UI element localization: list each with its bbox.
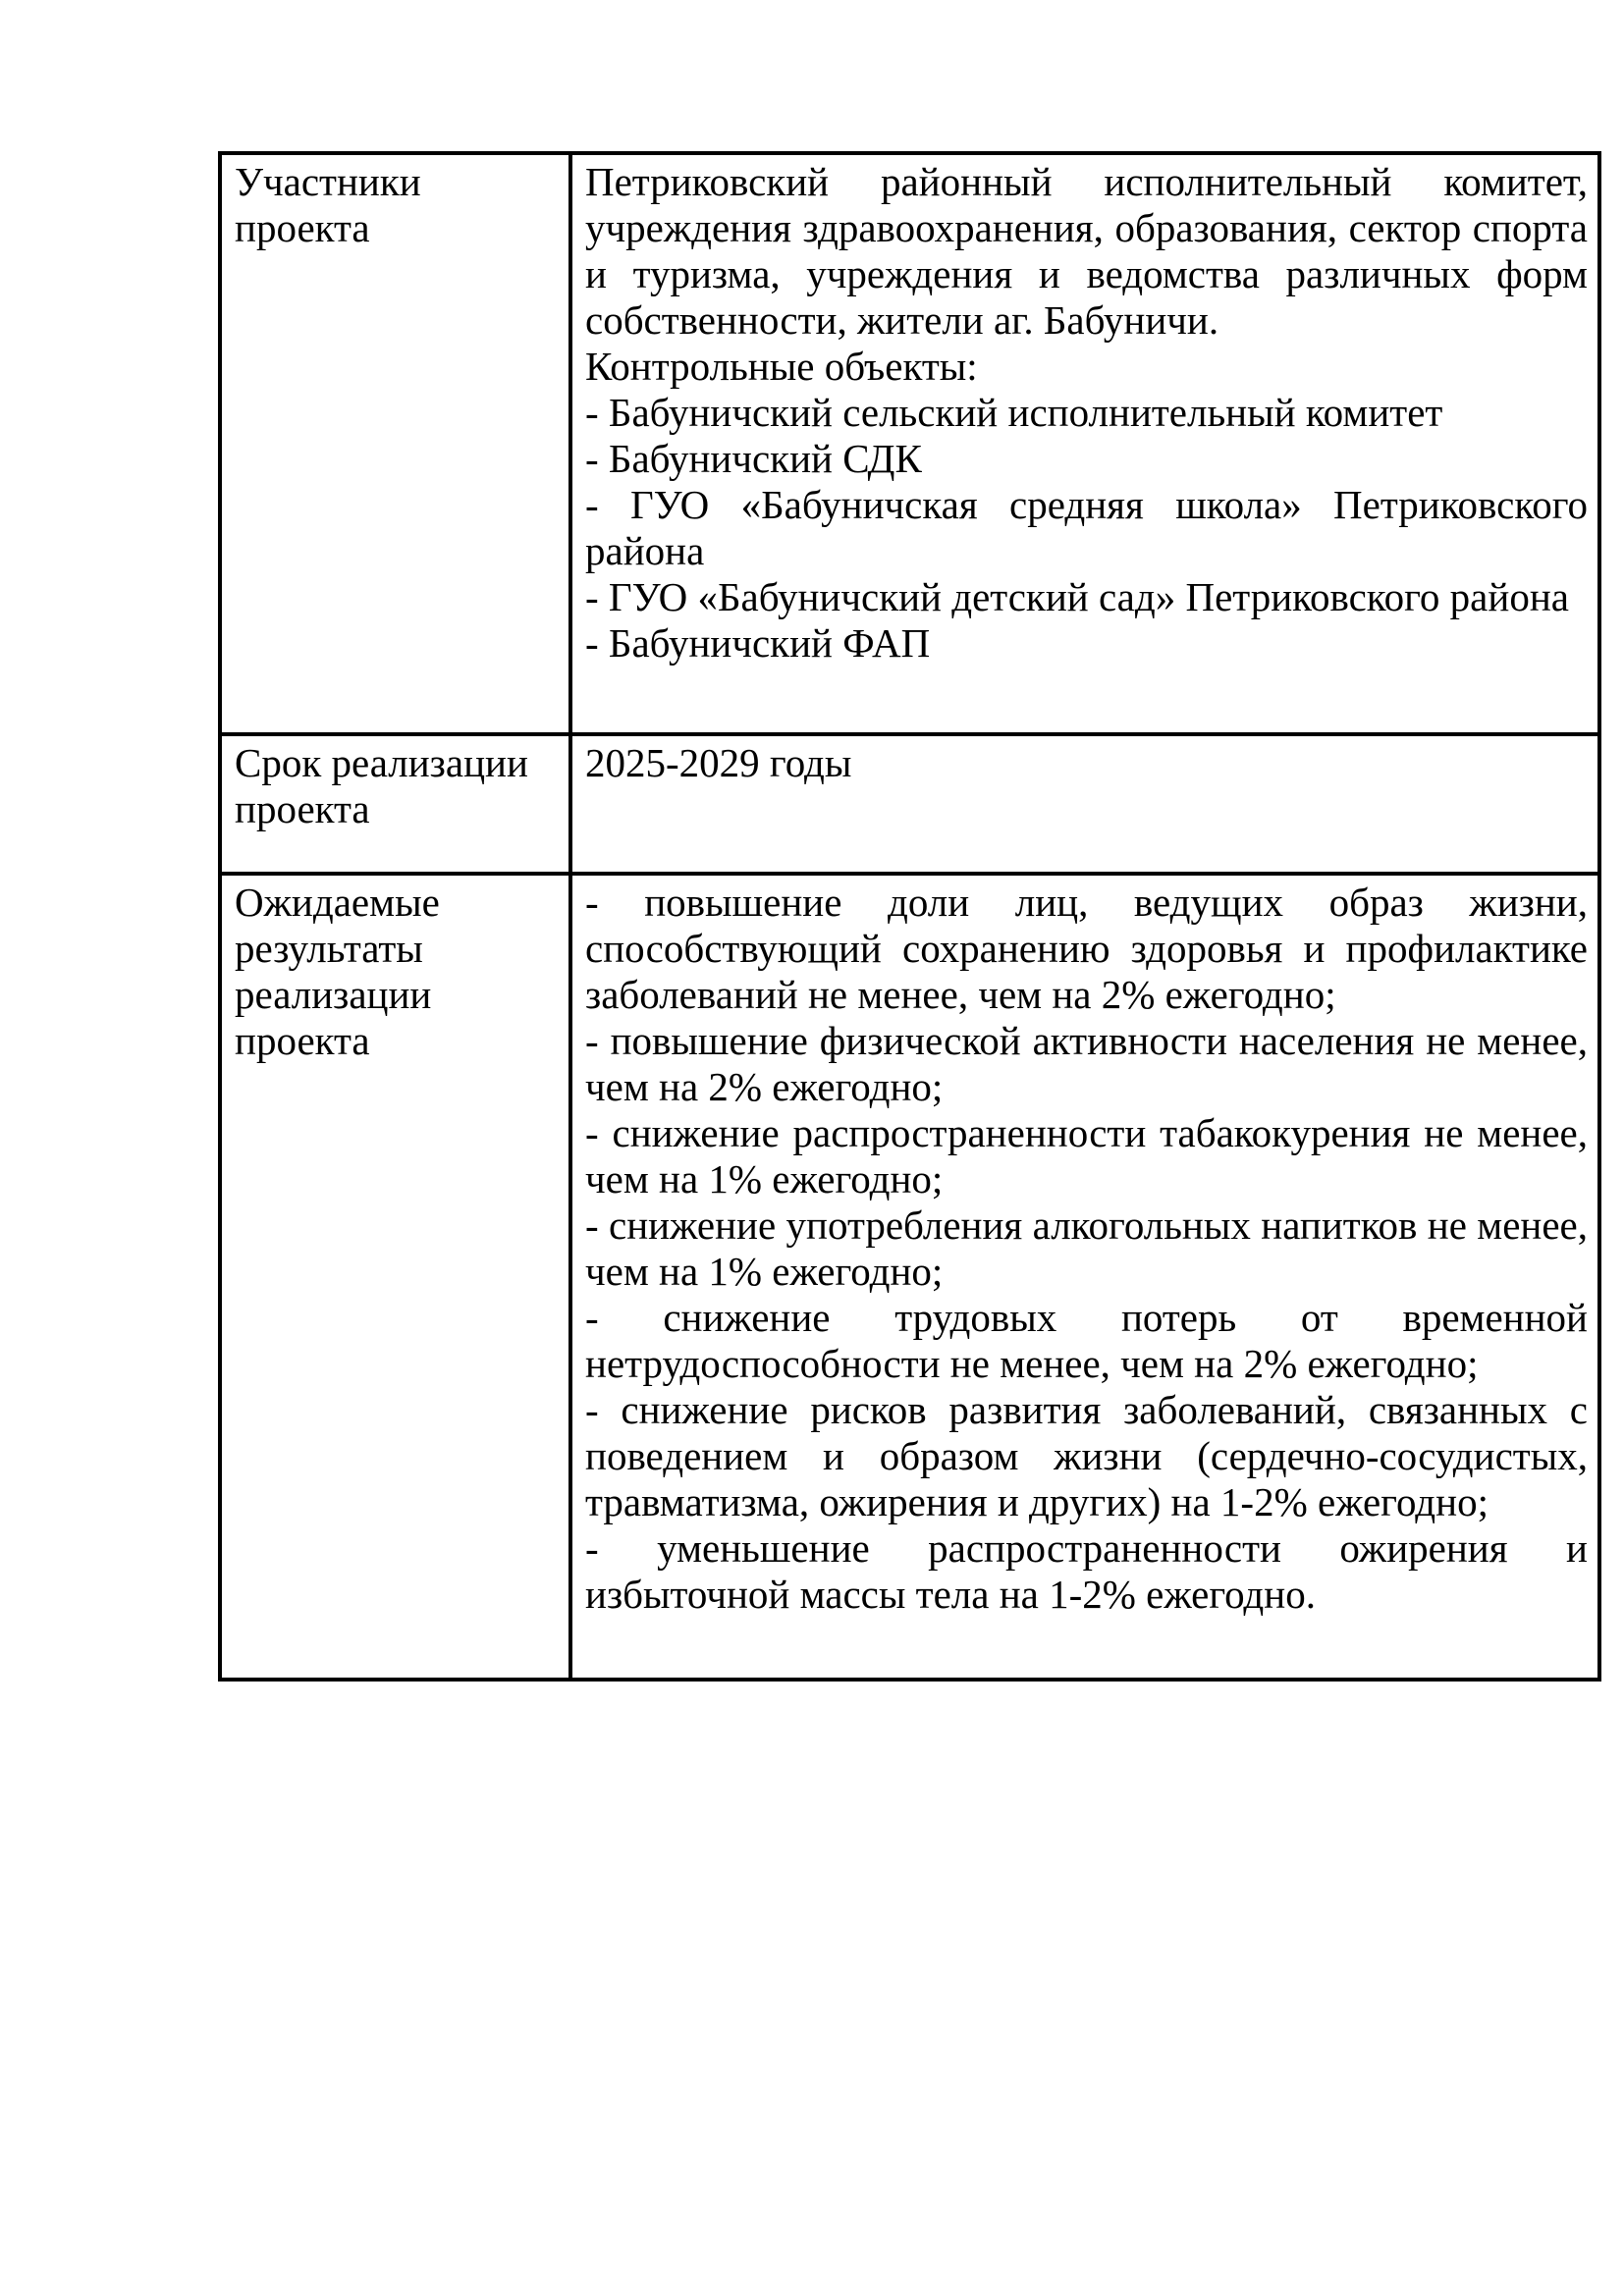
results-label: Ожидаемые результаты реализации проекта — [235, 880, 440, 1063]
result-item: - повышение доли лиц, ведущих образ жизни, способствующий сохранению здоровья и профилактике заболеваний не менее, чем на 2% ежегодно; — [585, 880, 1588, 1017]
project-info-table — [218, 151, 1601, 1682]
term-label: Срок реализации проекта — [235, 740, 528, 831]
result-item: - повышение физической активности населения не менее, чем на 2% ежегодно; — [585, 1018, 1588, 1109]
participants-content-cell — [570, 153, 1599, 734]
control-object-item: - Бабуничский сельский исполнительный комитет — [585, 390, 1443, 435]
result-item: - снижение распространенности табакокурения не менее, чем на 1% ежегодно; — [585, 1110, 1588, 1201]
control-object-item: - ГУО «Бабуничский детский сад» Петриковского района — [585, 574, 1569, 619]
result-item: - уменьшение распространенности ожирения и избыточной массы тела на 1-2% ежегодно. — [585, 1525, 1588, 1617]
term-label-cell — [220, 734, 570, 874]
table-row-term — [220, 734, 1599, 874]
term-content-cell — [570, 734, 1599, 874]
table-row-results — [220, 874, 1599, 1680]
term-value: 2025-2029 годы — [585, 740, 852, 785]
participants-paragraph: Петриковский районный исполнительный комитет, учреждения здравоохранения, образования, сектор спорта и туризма, учреждения и ведомства различных форм собственности, жители аг. Бабуничи. — [585, 159, 1588, 343]
result-item: - снижение трудовых потерь от временной нетрудоспособности не менее, чем на 2% ежегодно; — [585, 1295, 1588, 1386]
results-label-cell — [220, 874, 570, 1680]
results-content-cell — [570, 874, 1599, 1680]
control-object-item: - Бабуничский СДК — [585, 436, 922, 481]
participants-label-cell — [220, 153, 570, 734]
table-row-participants — [220, 153, 1599, 734]
control-objects-heading: Контрольные объекты: — [585, 344, 978, 389]
control-object-item: - Бабуничский ФАП — [585, 620, 931, 666]
result-item: - снижение употребления алкогольных напитков не менее, чем на 1% ежегодно; — [585, 1202, 1588, 1294]
control-object-item: - ГУО «Бабуничская средняя школа» Петриковского района — [585, 482, 1588, 573]
participants-label: Участники проекта — [235, 159, 421, 250]
result-item: - снижение рисков развития заболеваний, связанных с поведением и образом жизни (сердечно-сосудистых, травматизма, ожирения и других) на 1-2% ежегодно; — [585, 1387, 1588, 1524]
